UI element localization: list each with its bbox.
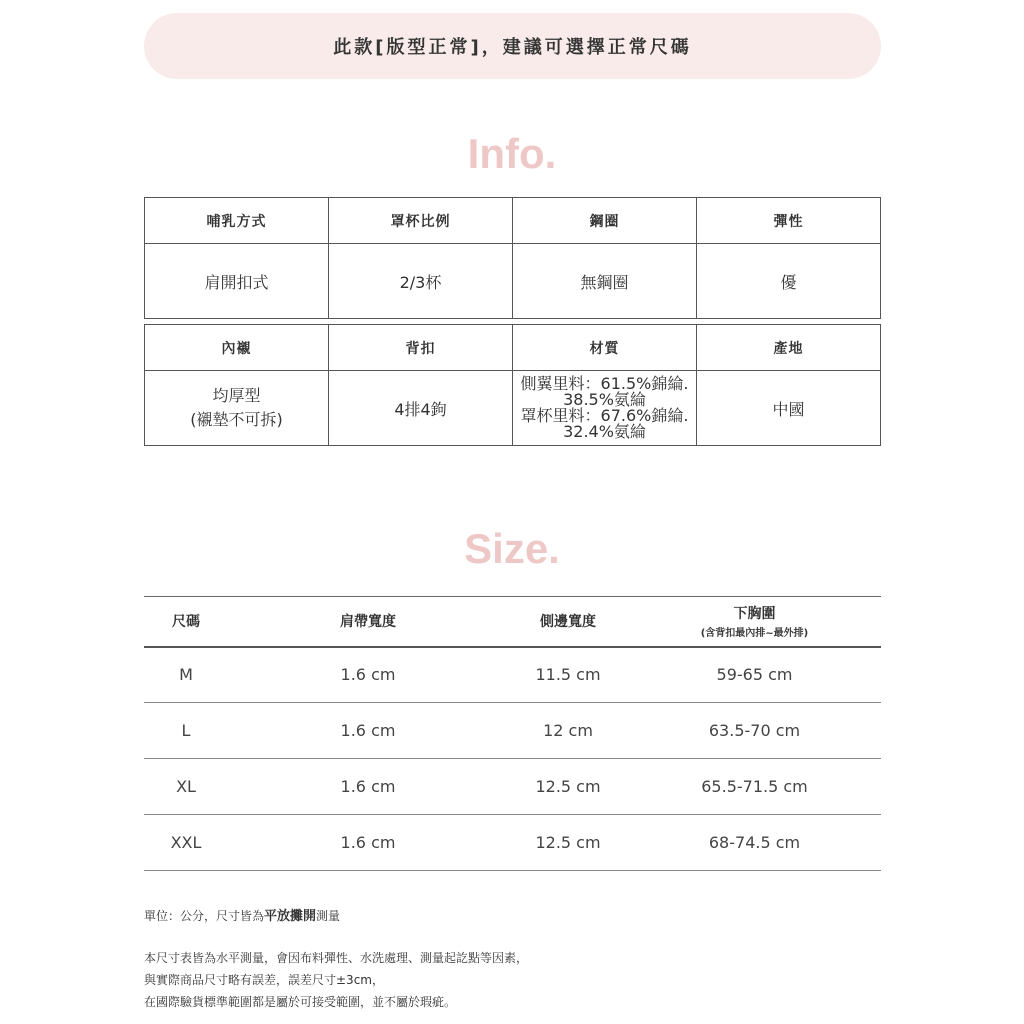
header-nursing-method: 哺乳方式 bbox=[145, 198, 329, 244]
lining-line-2: (襯墊不可拆) bbox=[190, 410, 283, 429]
material-line-2: 罩杯里料：67.6%錦綸. 32.4%氨綸 bbox=[520, 406, 689, 441]
table-row bbox=[144, 703, 881, 759]
cell-side: 12 cm bbox=[508, 703, 628, 759]
table-row bbox=[144, 759, 881, 815]
cell-size: M bbox=[144, 647, 228, 703]
header-side-width: 側邊寬度 bbox=[508, 597, 628, 647]
disclaimer-line-1: 本尺寸表皆為水平測量，會因布料彈性、水洗處理、測量起訖點等因素， bbox=[144, 951, 529, 965]
info-table-2-values bbox=[145, 371, 881, 446]
value-lining bbox=[145, 371, 329, 446]
value-back-hook: 4排4鉤 bbox=[329, 371, 513, 446]
info-table-1 bbox=[144, 197, 881, 319]
cell-underbust: 68-74.5 cm bbox=[628, 815, 881, 871]
table-row bbox=[144, 815, 881, 871]
cell-underbust: 65.5-71.5 cm bbox=[628, 759, 881, 815]
cell-size: L bbox=[144, 703, 228, 759]
header-underbust bbox=[628, 597, 881, 647]
info-table-2 bbox=[144, 324, 881, 446]
unit-note-bold: 平放攤開 bbox=[264, 909, 317, 924]
cell-size: XXL bbox=[144, 815, 228, 871]
size-table bbox=[144, 596, 881, 871]
header-back-hook: 背扣 bbox=[329, 325, 513, 371]
material-line-1: 側翼里料：61.5%錦綸. 38.5%氨綸 bbox=[520, 374, 689, 409]
value-cup-ratio: 2/3杯 bbox=[329, 244, 513, 319]
disclaimer-line-2: 與實際商品尺寸略有誤差，誤差尺寸±3cm， bbox=[144, 973, 384, 987]
cell-side: 12.5 cm bbox=[508, 759, 628, 815]
table-row bbox=[144, 647, 881, 703]
header-material: 材質 bbox=[513, 325, 697, 371]
cell-size: XL bbox=[144, 759, 228, 815]
banner-text: 此款[版型正常]，建議可選擇正常尺碼 bbox=[333, 37, 692, 58]
value-elasticity: 優 bbox=[697, 244, 881, 319]
underbust-sublabel: (含背扣最內排~最外排) bbox=[700, 628, 809, 640]
cell-strap: 1.6 cm bbox=[228, 815, 508, 871]
header-size: 尺碼 bbox=[144, 597, 228, 647]
unit-note-suffix: 測量 bbox=[316, 909, 341, 923]
info-table-2-header bbox=[145, 325, 881, 371]
size-advice-banner bbox=[144, 13, 881, 79]
header-origin: 產地 bbox=[697, 325, 881, 371]
value-nursing-method: 肩開扣式 bbox=[145, 244, 329, 319]
cell-side: 12.5 cm bbox=[508, 815, 628, 871]
value-origin: 中國 bbox=[697, 371, 881, 446]
lining-line-1: 均厚型 bbox=[212, 386, 261, 405]
header-lining: 內襯 bbox=[145, 325, 329, 371]
disclaimer-line-3: 在國際驗貨標準範圍都是屬於可接受範圍，並不屬於瑕疵。 bbox=[144, 995, 457, 1009]
size-title: Size. bbox=[464, 525, 560, 572]
cell-strap: 1.6 cm bbox=[228, 759, 508, 815]
cell-strap: 1.6 cm bbox=[228, 703, 508, 759]
cell-underbust: 63.5-70 cm bbox=[628, 703, 881, 759]
info-table-1-values bbox=[145, 244, 881, 319]
unit-note-prefix: 單位：公分，尺寸皆為 bbox=[144, 909, 265, 923]
cell-underbust: 59-65 cm bbox=[628, 647, 881, 703]
info-title: Info. bbox=[467, 130, 557, 177]
unit-note bbox=[144, 905, 340, 928]
header-cup-ratio: 罩杯比例 bbox=[329, 198, 513, 244]
underbust-label: 下胸圍 bbox=[733, 606, 776, 623]
header-elasticity: 彈性 bbox=[697, 198, 881, 244]
header-underwire: 鋼圈 bbox=[513, 198, 697, 244]
cell-side: 11.5 cm bbox=[508, 647, 628, 703]
value-material bbox=[513, 371, 697, 446]
value-underwire: 無鋼圈 bbox=[513, 244, 697, 319]
header-strap-width: 肩帶寬度 bbox=[228, 597, 508, 647]
measurement-disclaimer bbox=[144, 947, 528, 1013]
cell-strap: 1.6 cm bbox=[228, 647, 508, 703]
info-table-1-header bbox=[145, 198, 881, 244]
size-table-header bbox=[144, 597, 881, 647]
